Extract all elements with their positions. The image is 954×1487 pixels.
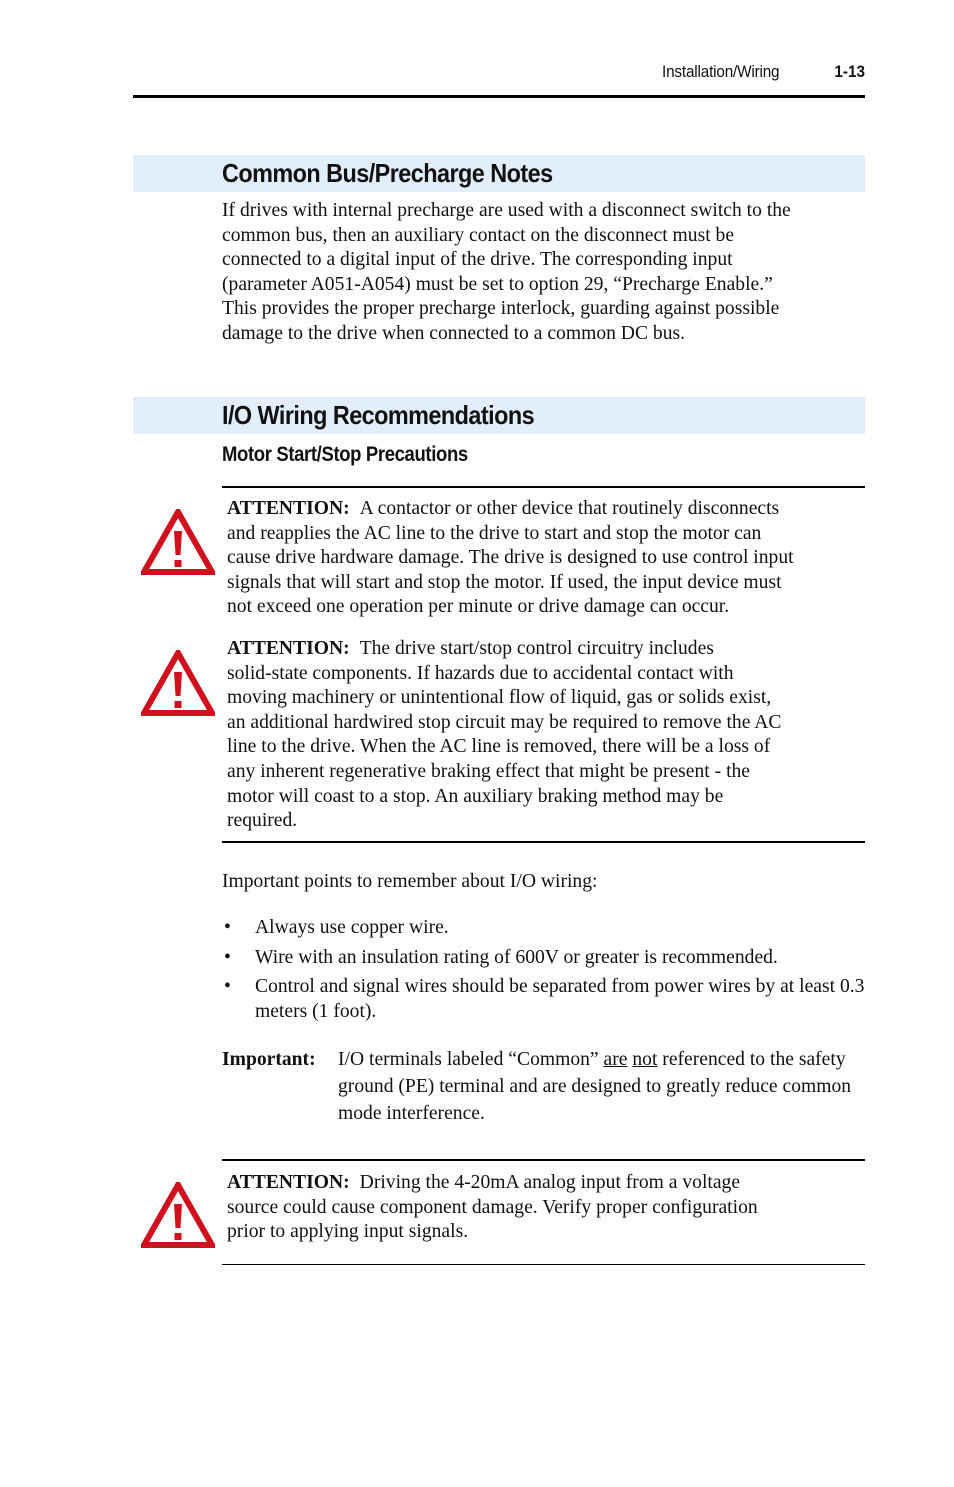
list-item-text: Wire with an insulation rating of 600V or greater is recommended. — [255, 946, 778, 968]
warning-triangle-icon — [141, 509, 215, 575]
attention-line: solid-state components. If hazards due to accidental contact with — [227, 662, 734, 684]
section-band-common-bus — [133, 155, 865, 192]
attention-line: Driving the 4-20mA analog input from a voltage — [359, 1172, 741, 1193]
important-underline-are: are — [603, 1049, 628, 1070]
io-wiring-bullet-list — [222, 916, 867, 1029]
warning-triangle-icon — [141, 1182, 215, 1248]
important-label: Important: — [222, 1049, 316, 1070]
bullet-icon: • — [224, 946, 231, 968]
attention-line: moving machinery or unintentional flow of liquid, gas or solids exist, — [227, 687, 772, 709]
header-rule — [133, 95, 865, 98]
common-bus-line: connected to a digital input of the drive. The corresponding input — [222, 249, 733, 271]
common-bus-line: (parameter A051-A054) must be set to option 29, “Precharge Enable.” — [222, 273, 773, 295]
attention-line: required. — [227, 810, 298, 832]
section-title-common-bus: Common Bus/Precharge Notes — [222, 158, 553, 188]
header-section-name: Installation/Wiring — [661, 62, 779, 81]
attention-bottom-rule — [222, 841, 865, 843]
common-bus-line: damage to the drive when connected to a common DC bus. — [222, 322, 686, 344]
list-item-text: Control and signal wires should be separated from power wires by at least 0.3 meters (1 foot). — [255, 976, 865, 1022]
common-bus-line: common bus, then an auxiliary contact on the disconnect must be — [222, 224, 735, 246]
list-item — [222, 946, 867, 971]
attention-line: A contactor or other device that routinely disconnects — [359, 498, 780, 519]
list-item-text: Always use copper wire. — [255, 917, 449, 938]
important-text-pre: I/O terminals labeled “Common” — [338, 1049, 604, 1070]
bullet-icon: • — [224, 917, 231, 938]
subsection-title-motor-start-stop: Motor Start/Stop Precautions — [222, 443, 468, 466]
attention-top-rule — [222, 1159, 865, 1161]
attention-line: The drive start/stop control circuitry includes — [359, 638, 714, 659]
important-text-post: referenced to the safety ground (PE) terminal and are designed to greatly reduce common mode interference. — [338, 1049, 852, 1124]
section-title-io-wiring: I/O Wiring Recommendations — [222, 400, 535, 430]
attention-line: any inherent regenerative braking effect that might be present - the — [227, 760, 751, 782]
attention-message-1 — [227, 497, 867, 620]
important-underline-not: not — [632, 1049, 658, 1070]
attention-top-rule — [222, 486, 865, 488]
io-wiring-intro: Important points to remember about I/O wiring: — [222, 871, 598, 892]
attention-line: cause drive hardware damage. The drive is designed to use control input — [227, 547, 794, 569]
attention-line: not exceed one operation per minute or drive damage can occur. — [227, 596, 730, 618]
warning-triangle-icon — [141, 650, 215, 716]
attention-label: ATTENTION: — [227, 1172, 350, 1193]
running-header — [133, 62, 865, 86]
important-text — [338, 1046, 866, 1127]
attention-bottom-rule — [222, 1264, 865, 1265]
common-bus-line: If drives with internal precharge are used with a disconnect switch to the — [222, 200, 791, 221]
attention-line: and reapplies the AC line to the drive to start and stop the motor can — [227, 522, 762, 544]
common-bus-paragraph — [222, 199, 867, 347]
attention-line: prior to applying input signals. — [227, 1221, 469, 1243]
page-number: 1-13 — [834, 62, 865, 81]
attention-line: line to the drive. When the AC line is removed, there will be a loss of — [227, 736, 771, 758]
attention-label: ATTENTION: — [227, 498, 350, 519]
attention-message-3 — [227, 1171, 867, 1245]
common-bus-line: This provides the proper precharge interlock, guarding against possible — [222, 298, 780, 320]
attention-line: source could cause component damage. Verify proper configuration — [227, 1196, 758, 1218]
attention-line: motor will coast to a stop. An auxiliary braking method may be — [227, 785, 724, 807]
attention-label: ATTENTION: — [227, 638, 350, 659]
attention-line: an additional hardwired stop circuit may be required to remove the AC — [227, 711, 782, 733]
list-item — [222, 975, 867, 1024]
bullet-icon: • — [224, 976, 231, 998]
attention-message-2 — [227, 637, 867, 834]
attention-line: signals that will start and stop the motor. If used, the input device must — [227, 571, 782, 593]
section-band-io-wiring — [133, 397, 865, 434]
list-item — [222, 916, 867, 941]
